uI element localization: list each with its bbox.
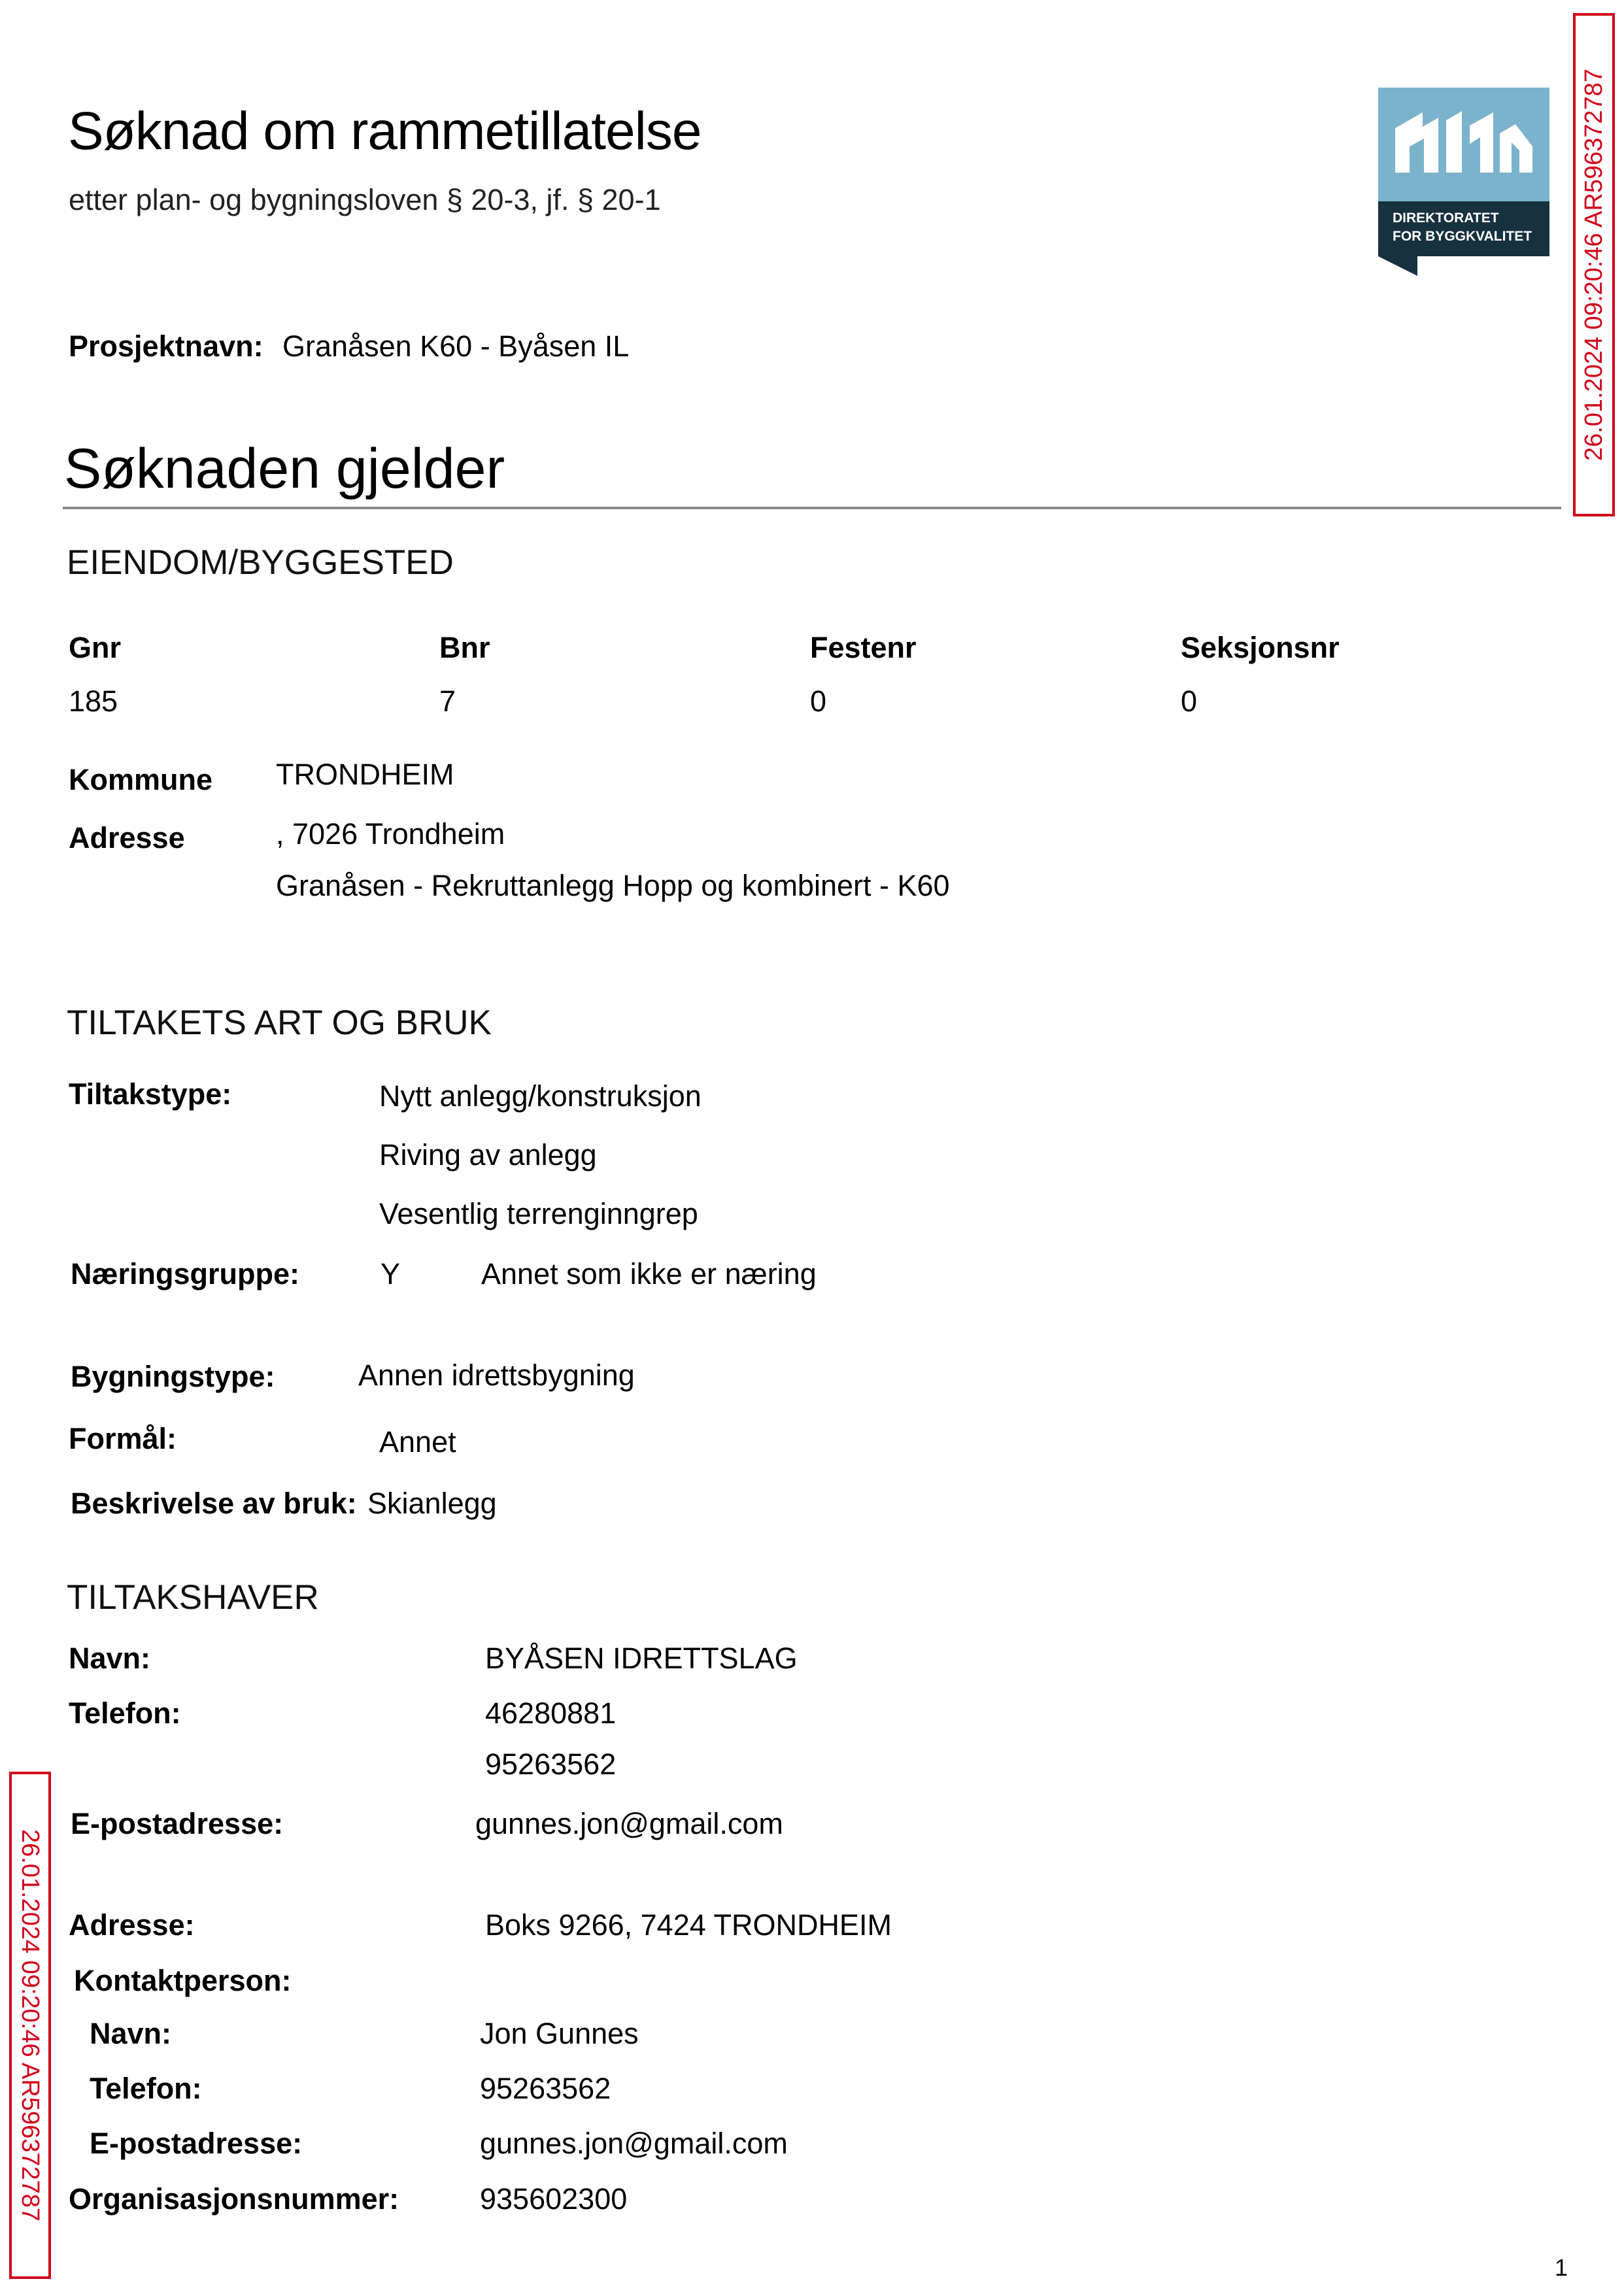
kontakt-telefon-label: Telefon: bbox=[90, 2072, 202, 2105]
page-number: 1 bbox=[1555, 2254, 1568, 2281]
telefon-value-1: 46280881 bbox=[485, 1696, 617, 1730]
seksjonsnr-value: 0 bbox=[1181, 684, 1198, 718]
navn-value: BYÅSEN IDRETTSLAG bbox=[485, 1642, 798, 1675]
dibk-logo-icon bbox=[1378, 88, 1549, 276]
kommune-value: TRONDHEIM bbox=[276, 758, 454, 791]
tiltakshaver-heading: TILTAKSHAVER bbox=[67, 1578, 319, 1617]
gnr-label: Gnr bbox=[69, 631, 122, 664]
logo-line2: FOR BYGGKVALITET bbox=[1393, 229, 1532, 244]
adresse-line2: Granåsen - Rekruttanlegg Hopp og kombinert - K60 bbox=[276, 869, 950, 902]
tiltakstype-label: Tiltakstype: bbox=[69, 1077, 232, 1111]
gnr-value: 185 bbox=[69, 684, 118, 718]
bygningstype-label: Bygningstype: bbox=[71, 1360, 275, 1393]
orgnr-label: Organisasjonsnummer: bbox=[69, 2182, 399, 2216]
formal-label: Formål: bbox=[69, 1422, 177, 1455]
section-title: Søknaden gjelder bbox=[64, 437, 505, 500]
tiltakstype-value-1: Nytt anlegg/konstruksjon bbox=[379, 1079, 702, 1113]
bnr-value: 7 bbox=[439, 684, 456, 718]
telefon-label: Telefon: bbox=[69, 1696, 181, 1730]
section-divider bbox=[63, 507, 1561, 509]
festenr-label: Festenr bbox=[810, 631, 917, 664]
tiltakstype-value-2: Riving av anlegg bbox=[379, 1138, 597, 1172]
bruk-label: Beskrivelse av bruk: bbox=[71, 1487, 357, 1520]
naeringsgruppe-code: Y bbox=[381, 1257, 401, 1290]
seksjonsnr-label: Seksjonsnr bbox=[1181, 631, 1340, 664]
page-title: Søknad om rammetillatelse bbox=[68, 101, 702, 161]
kontakt-navn-label: Navn: bbox=[90, 2017, 172, 2050]
eiendom-heading: EIENDOM/BYGGESTED bbox=[67, 543, 454, 582]
festenr-value: 0 bbox=[810, 684, 827, 718]
project-label: Prosjektnavn: bbox=[69, 329, 263, 363]
kontaktperson-label: Kontaktperson: bbox=[74, 1964, 292, 1997]
bnr-label: Bnr bbox=[439, 631, 490, 664]
bruk-value: Skianlegg bbox=[367, 1487, 497, 1520]
kontakt-epost-value: gunnes.jon@gmail.com bbox=[480, 2127, 788, 2160]
naeringsgruppe-text: Annet som ikke er næring bbox=[481, 1257, 817, 1290]
adresse-line1: , 7026 Trondheim bbox=[276, 817, 505, 851]
kontakt-epost-label: E-postadresse: bbox=[90, 2127, 303, 2160]
naeringsgruppe-label: Næringsgruppe: bbox=[71, 1257, 300, 1290]
kommune-label: Kommune bbox=[69, 763, 213, 796]
page-subtitle: etter plan- og bygningsloven § 20-3, jf. § 20-1 bbox=[69, 183, 661, 216]
tiltakstype-value-3: Vesentlig terrenginngrep bbox=[379, 1197, 698, 1230]
tiltak-heading: TILTAKETS ART OG BRUK bbox=[67, 1004, 492, 1042]
tiltakshaver-adresse-value: Boks 9266, 7424 TRONDHEIM bbox=[485, 1908, 892, 1942]
bygningstype-value: Annen idrettsbygning bbox=[358, 1358, 635, 1392]
orgnr-value: 935602300 bbox=[480, 2182, 628, 2216]
project-name: Granåsen K60 - Byåsen IL bbox=[282, 329, 630, 363]
kontakt-telefon-value: 95263562 bbox=[480, 2072, 611, 2105]
logo-line1: DIREKTORATET bbox=[1393, 211, 1499, 226]
epost-label: E-postadresse: bbox=[71, 1807, 284, 1840]
telefon-value-2: 95263562 bbox=[485, 1747, 617, 1781]
adresse-label: Adresse bbox=[69, 821, 185, 854]
formal-value: Annet bbox=[379, 1425, 456, 1459]
kontakt-navn-value: Jon Gunnes bbox=[480, 2017, 639, 2050]
stamp-text: 26.01.2024 09:20:46 AR596372787 bbox=[16, 1829, 44, 2222]
timestamp-stamp-left bbox=[9, 1772, 51, 2279]
navn-label: Navn: bbox=[69, 1642, 151, 1675]
stamp-text: 26.01.2024 09:20:46 AR596372787 bbox=[1580, 68, 1608, 462]
timestamp-stamp-right bbox=[1573, 13, 1615, 516]
tiltakshaver-adresse-label: Adresse: bbox=[69, 1908, 195, 1942]
epost-value: gunnes.jon@gmail.com bbox=[475, 1807, 783, 1840]
